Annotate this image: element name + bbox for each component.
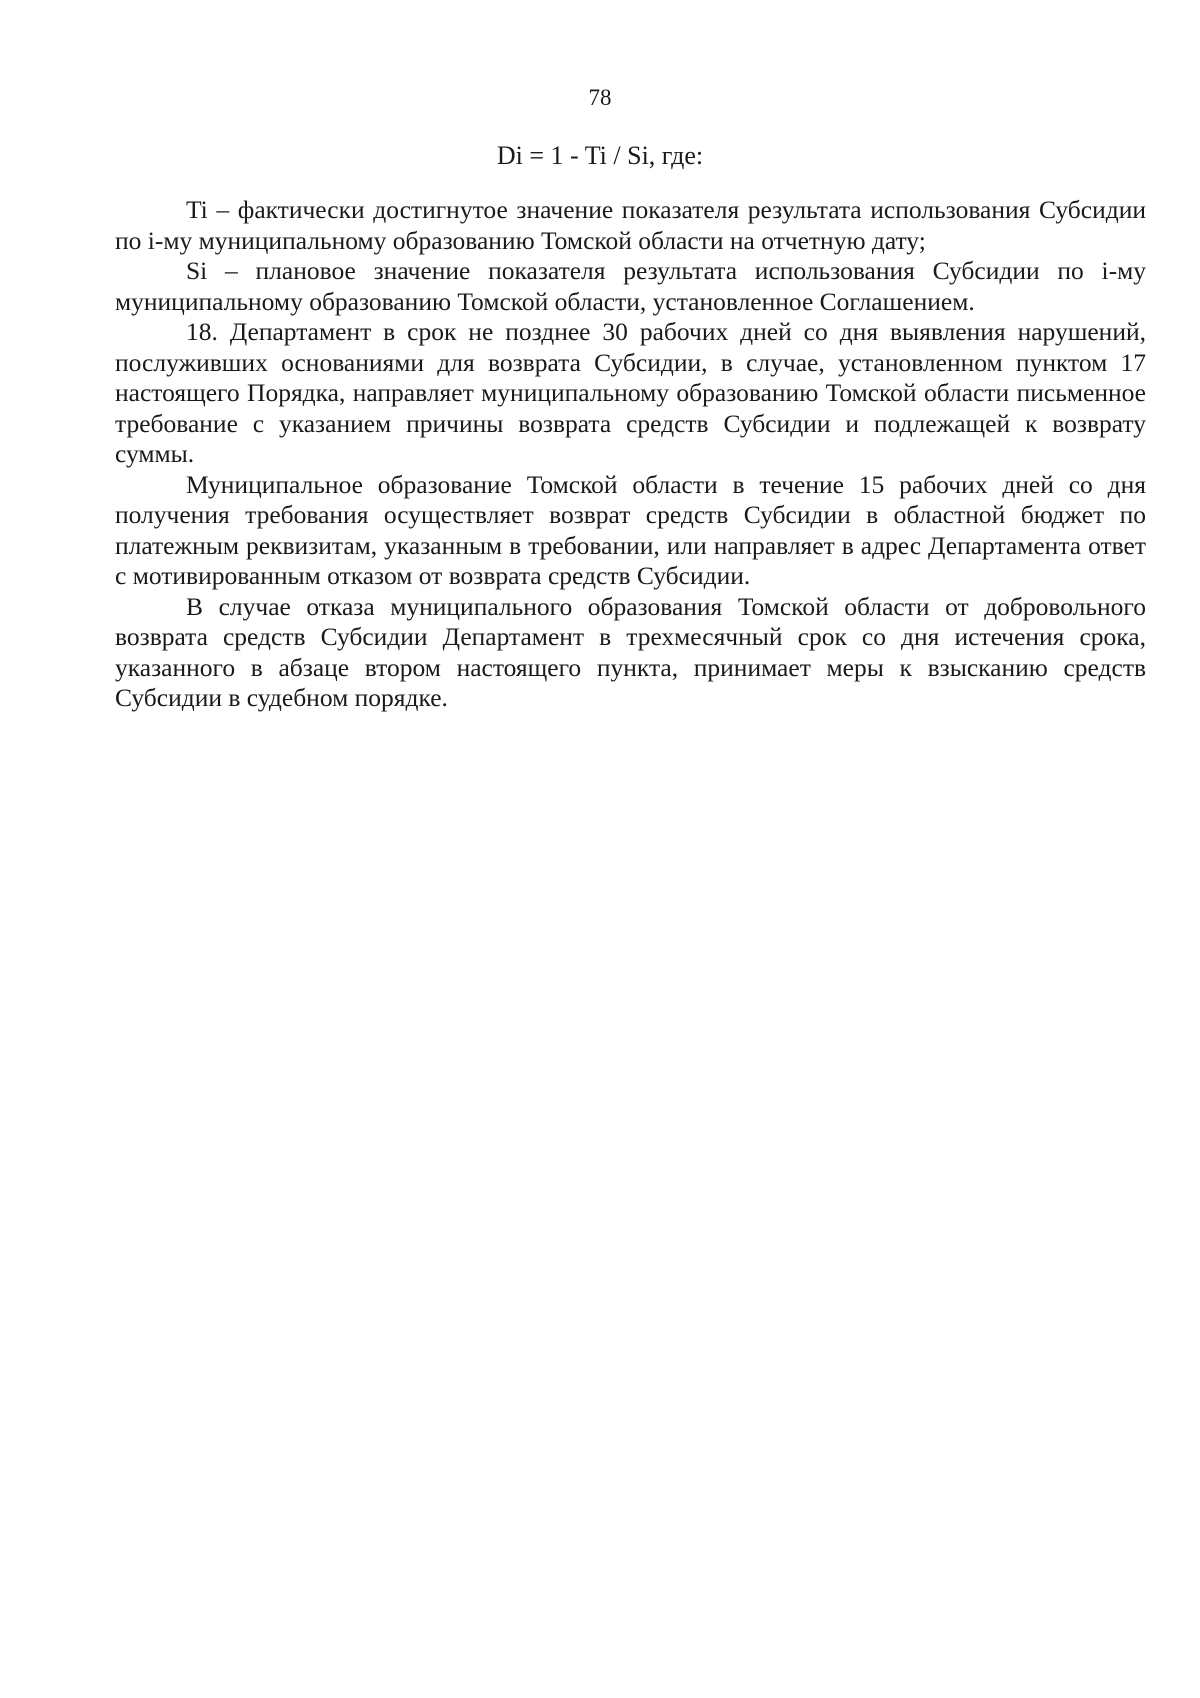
paragraph-ti-definition: Ti – фактически достигнутое значение показателя результата использования Субсидии по i-му муниципальному образованию Томской области на отчетную дату; xyxy=(115,195,1146,255)
page-number: 78 xyxy=(588,85,612,110)
paragraph-return-procedure: Муниципальное образование Томской области в течение 15 рабочих дней со дня получения требования осуществляет возврат средств Субсидии в областной бюджет по платежным реквизитам, указанным в требовании, или направляет в адрес Департамента ответ с мотивированным отказом от возврата средств Субсидии. xyxy=(115,469,1146,590)
paragraph-refusal-procedure: В случае отказа муниципального образования Томской области от добровольного возврата средств Субсидии Департамент в трехмесячный срок со дня истечения срока, указанного в абзаце втором настоящего пункта, принимает меры к взысканию средств Субсидии в судебном порядке. xyxy=(115,591,1146,712)
paragraph-clause-18: 18. Департамент в срок не позднее 30 рабочих дней со дня выявления нарушений, послуживших основаниями для возврата Субсидии, в случае, установленном пунктом 17 настоящего Порядка, направляет муниципальному образованию Томской области письменное требование с указанием причины возврата средств Субсидии и подлежащей к возврату суммы. xyxy=(115,317,1146,468)
paragraph-si-definition: Si – плановое значение показателя результата использования Субсидии по i-му муниципальному образованию Томской области, установленное Соглашением. xyxy=(115,256,1146,316)
body-text xyxy=(115,195,1146,714)
formula-line: Di = 1 - Ti / Si, где: xyxy=(496,141,704,170)
